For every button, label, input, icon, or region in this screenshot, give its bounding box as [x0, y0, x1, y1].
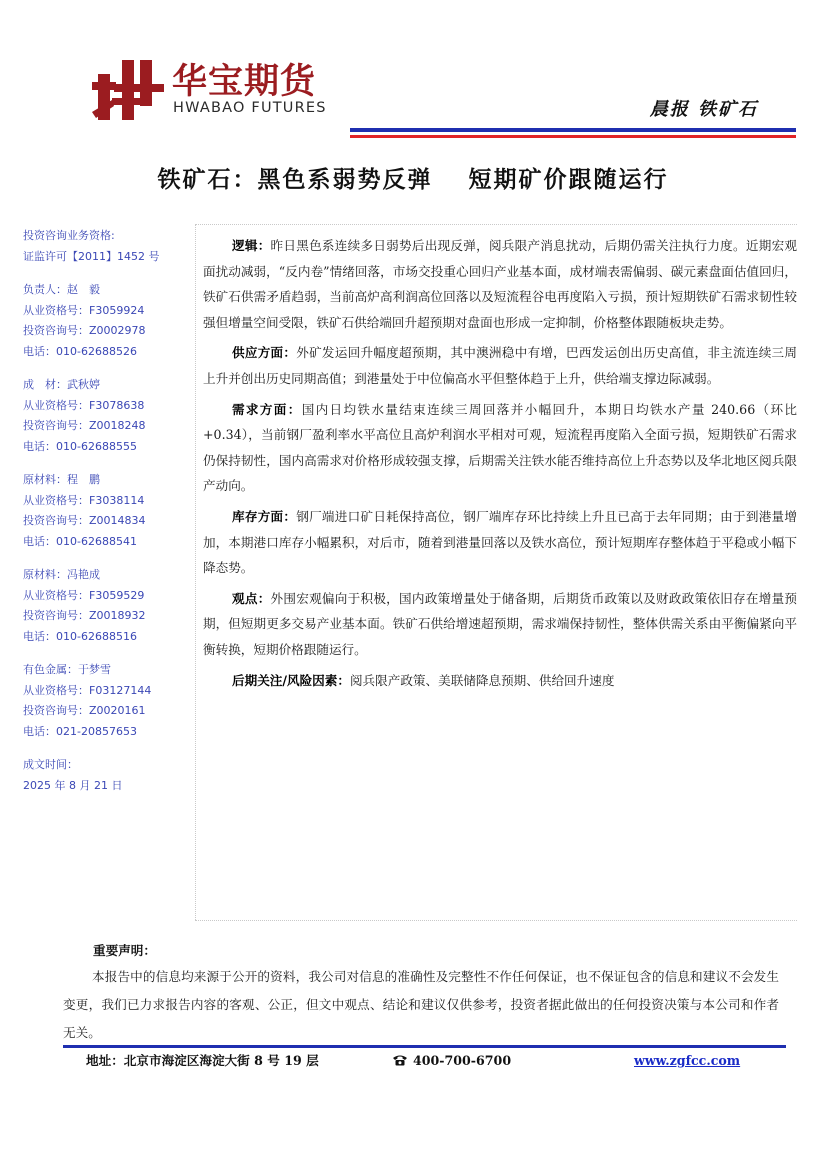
analyst-block — [23, 280, 188, 362]
inventory-label: 库存方面： — [232, 508, 297, 524]
footer-phone — [392, 1051, 511, 1071]
analyst-license: 从业资格号：F3038114 — [23, 493, 145, 507]
content-border-left — [195, 224, 196, 920]
analyst-phone: 电话：010-62688526 — [23, 344, 137, 358]
demand-text: 国内日均铁水量结束连续三周回落并小幅回升，本期日均铁水产量 240.66（环比+0.34），当前钢厂盈利率水平高位且高炉利润水平相对可观，短流程再度陷入全面亏损，短期铁矿石需求仍保持韧性，国内高需求对价格形成较强支撑，后期需关注铁水能否维持高位上升态势以及华北地区阅兵限产动向。 — [203, 401, 798, 494]
analyst-license: 从业资格号：F3059529 — [23, 588, 145, 602]
analyst-role: 原材料：冯艳成 — [23, 568, 100, 581]
analyst-sidebar — [23, 226, 188, 809]
analyst-consult-number: 投资咨询号：Z0014834 — [23, 514, 146, 527]
analyst-consult-number: 投资咨询号：Z0020161 — [23, 704, 146, 717]
logo-english-text: HWABAO FUTURES — [173, 100, 327, 116]
demand-label: 需求方面： — [232, 401, 302, 417]
analyst-block — [23, 470, 188, 552]
analyst-license: 从业资格号：F03127144 — [23, 683, 152, 697]
company-logo — [92, 60, 342, 120]
logic-paragraph — [203, 233, 797, 335]
analyst-phone: 电话：021-20857653 — [23, 724, 137, 738]
header-rule-blue — [350, 128, 796, 132]
inventory-text: 钢厂端进口矿日耗保持高位，钢厂端库存环比持续上升且已高于去年同期；由于到港量增加，本期港口库存小幅累积，对后市，随着到港量回落以及铁水高位，预计短期库存整体趋于平稳或小幅下降态势。 — [203, 508, 798, 576]
risk-label: 后期关注/风险因素： — [232, 672, 350, 688]
footer-website-link[interactable]: www.zgfcc.com — [634, 1053, 741, 1068]
report-body — [203, 233, 797, 698]
analyst-role: 负责人：赵 毅 — [23, 283, 100, 296]
analyst-license: 从业资格号：F3059924 — [23, 303, 145, 317]
risk-text: 阅兵限产政策、美联储降息预期、供给回升速度 — [349, 672, 615, 688]
view-paragraph — [203, 586, 797, 663]
analyst-license: 从业资格号：F3078638 — [23, 398, 145, 412]
disclaimer-title: 重要声明： — [93, 943, 156, 958]
date-block — [23, 755, 188, 796]
analyst-consult-number: 投资咨询号：Z0018932 — [23, 609, 146, 622]
analyst-role: 原材料：程 鹏 — [23, 473, 100, 486]
analyst-phone: 电话：010-62688541 — [23, 534, 137, 548]
qualification-value: 证监许可【2011】1452 号 — [23, 249, 160, 263]
report-type-label: 晨报 铁矿石 — [649, 99, 758, 120]
logic-label: 逻辑： — [232, 238, 271, 253]
analyst-consult-number: 投资咨询号：Z0018248 — [23, 419, 146, 432]
footer-rule — [63, 1045, 786, 1048]
risk-paragraph — [203, 668, 797, 694]
analyst-block — [23, 375, 188, 457]
demand-paragraph — [203, 397, 797, 499]
title-main: 铁矿石：黑色系弱势反弹 — [157, 166, 433, 193]
footer-phone-number: 400-700-6700 — [413, 1053, 512, 1068]
date-value: 2025 年 8 月 21 日 — [23, 778, 123, 792]
date-label: 成文时间： — [23, 758, 78, 771]
analyst-role: 成 材：武秋婷 — [23, 378, 100, 391]
qualification-label: 投资咨询业务资格: — [23, 229, 115, 242]
logic-text: 昨日黑色系连续多日弱势后出现反弹，阅兵限产消息扰动，后期仍需关注执行力度。近期宏观面扰动减弱，“反内卷”情绪回落，市场交投重心回归产业基本面，成材端表需偏弱、碳元素盘面估值回归，铁矿石供需矛盾趋弱，当前高炉高利润高位回落以及短流程谷电再度陷入亏损，预计短期铁矿石需求韧性较强但增量空间受限，铁矿石供给端回升超预期对盘面也形成一定抑制，价格整体跟随板块走势。 — [203, 238, 798, 330]
analyst-block — [23, 565, 188, 647]
page-title — [0, 162, 826, 198]
inventory-paragraph — [203, 504, 797, 581]
analyst-block — [23, 660, 188, 742]
analyst-phone: 电话：010-62688516 — [23, 629, 137, 643]
title-sub: 短期矿价跟随运行 — [468, 166, 669, 193]
supply-paragraph — [203, 340, 797, 391]
logo-chinese-text: 华宝期货 — [172, 62, 317, 102]
telephone-icon — [392, 1054, 408, 1066]
qualification-block — [23, 226, 188, 267]
analyst-consult-number: 投资咨询号：Z0002978 — [23, 324, 146, 337]
header-rule-red — [350, 135, 796, 138]
disclaimer-text: 本报告中的信息均来源于公开的资料，我公司对信息的准确性及完整性不作任何保证，也不保证包含的信息和建议不会发生变更，我们已力求报告内容的客观、公正，但文中观点、结论和建议仅供参考，投资者据此做出的任何投资决策与本公司和作者无关。 — [63, 969, 779, 1040]
content-border-top — [195, 224, 797, 225]
footer-address: 地址：北京市海淀区海淀大街 8 号 19 层 — [86, 1053, 319, 1068]
analyst-phone: 电话：010-62688555 — [23, 439, 137, 453]
view-text: 外围宏观偏向于积极，国内政策增量处于储备期，后期货币政策以及财政政策依旧存在增量预期，但短期更多交易产业基本面。铁矿石供给增速超预期，需求端保持韧性，整体供需关系由平衡偏紧向平衡转换，短期价格跟随运行。 — [203, 590, 798, 657]
analyst-role: 有色金属：于梦雪 — [23, 663, 111, 676]
content-border-bottom — [195, 920, 797, 921]
hwabao-logo-mark-icon — [92, 60, 164, 120]
supply-label: 供应方面： — [232, 345, 297, 361]
view-label: 观点： — [232, 590, 271, 606]
supply-text: 外矿发运回升幅度超预期，其中澳洲稳中有增，巴西发运创出历史高值，非主流连续三周上升并创出历史同期高值；到港量处于中位偏高水平但整体趋于上升，供给端支撑边际减弱。 — [203, 345, 798, 386]
